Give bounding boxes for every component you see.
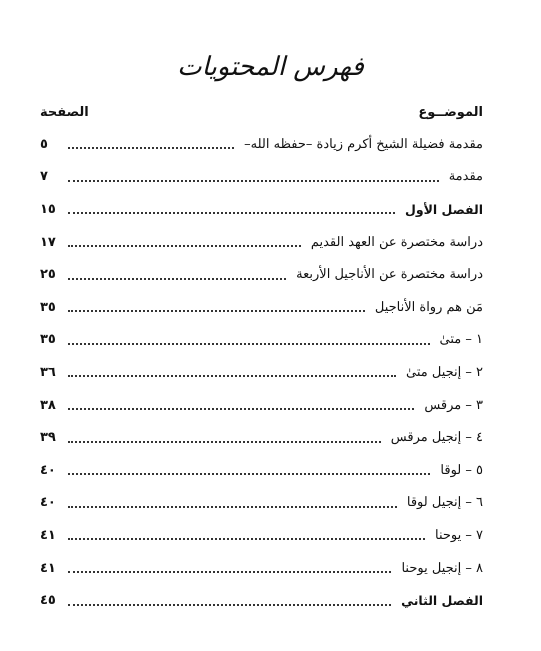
toc-entry-page: ١٥: [40, 201, 56, 217]
toc-entry-title: الفصل الأول: [404, 201, 483, 217]
toc-chapter-entry: [40, 584, 483, 617]
toc-entry: [40, 421, 483, 454]
dot-leader: [68, 308, 365, 312]
toc-entry-page: ٣٩: [40, 430, 56, 446]
toc-entry-page: ٢٥: [40, 267, 56, 283]
toc-entry-page: ٧: [40, 169, 48, 185]
toc-entry: [40, 258, 483, 291]
toc-entry-page: ٤٥: [40, 593, 56, 609]
toc-entry: [40, 389, 483, 422]
toc-entry-title: ١ – متىٰ: [439, 332, 483, 348]
toc-entry-page: ٤٠: [40, 495, 56, 511]
toc-entry: [40, 161, 483, 194]
toc-entry-title: ٨ – إنجيل يوحنا: [401, 560, 483, 576]
toc-entry: [40, 324, 483, 357]
table-of-contents: [40, 128, 483, 617]
toc-entry-title: مقدمة: [448, 169, 483, 185]
toc-entry-page: ٤١: [40, 527, 56, 543]
toc-entry: [40, 356, 483, 389]
toc-entry-title: دراسة مختصرة عن العهد القديم: [310, 234, 483, 250]
toc-entry-page: ٣٦: [40, 364, 56, 380]
dot-leader: [68, 569, 391, 573]
toc-entry: [40, 291, 483, 324]
dot-leader: [68, 178, 439, 182]
page-column-heading: الصفحة: [40, 105, 89, 120]
dot-leader: [68, 536, 425, 540]
toc-entry-page: ٤٠: [40, 462, 56, 478]
toc-entry: [40, 552, 483, 585]
toc-entry-title: ٢ – إنجيل متىٰ: [406, 364, 483, 380]
toc-entry: [40, 519, 483, 552]
dot-leader: [68, 406, 414, 410]
toc-entry-title: ٣ – مرقس: [424, 397, 483, 413]
toc-entry-title: ٦ – إنجيل لوقا: [406, 495, 483, 511]
toc-entry: [40, 128, 483, 161]
toc-entry-title: دراسة مختصرة عن الأناجيل الأربعة: [296, 267, 483, 283]
toc-chapter-entry: [40, 193, 483, 226]
dot-leader: [68, 210, 395, 214]
dot-leader: [68, 471, 430, 475]
dot-leader: [68, 145, 234, 149]
toc-entry-page: ٥: [40, 136, 48, 152]
dot-leader: [68, 439, 381, 443]
toc-entry-title: ٥ – لوقا: [440, 462, 483, 478]
toc-entry: [40, 226, 483, 259]
dot-leader: [68, 243, 301, 247]
toc-entry-page: ٤١: [40, 560, 56, 576]
toc-entry-title: مقدمة فضيلة الشيخ أكرم زيادة –حفظه الله–: [244, 136, 483, 152]
toc-entry-page: ٣٨: [40, 397, 56, 413]
toc-entry-title: مَن هم رواة الأناجيل: [374, 299, 483, 315]
dot-leader: [68, 276, 286, 280]
page-title: فهرس المحتويات: [177, 52, 364, 82]
toc-entry: [40, 454, 483, 487]
toc-entry-title: ٧ – يوحنا: [434, 527, 483, 543]
dot-leader: [68, 504, 397, 508]
toc-entry-title: الفصل الثاني: [401, 593, 483, 609]
toc-entry: [40, 487, 483, 520]
dot-leader: [68, 341, 430, 345]
dot-leader: [68, 373, 396, 377]
dot-leader: [68, 602, 391, 606]
toc-entry-title: ٤ – إنجيل مرقس: [390, 430, 483, 446]
toc-header: [40, 105, 483, 123]
toc-entry-page: ٣٥: [40, 299, 56, 315]
toc-entry-page: ١٧: [40, 234, 56, 250]
toc-entry-page: ٣٥: [40, 332, 56, 348]
topic-column-heading: الموضــوع: [418, 105, 483, 120]
